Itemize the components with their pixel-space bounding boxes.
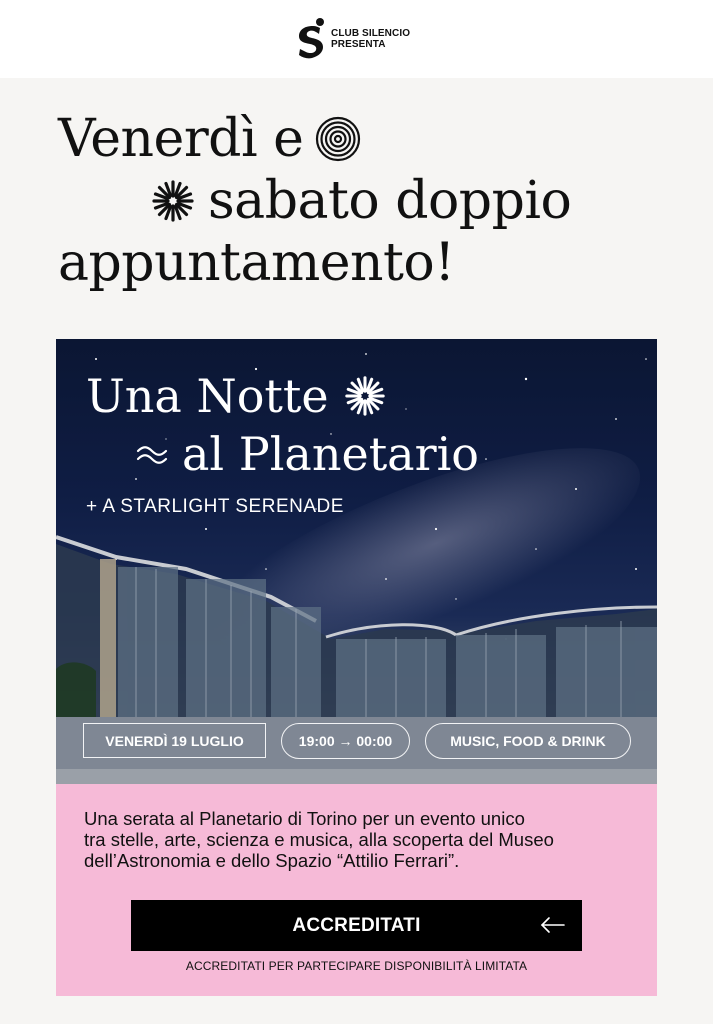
headline-text-3: appuntamento!	[58, 233, 455, 293]
hero-banner[interactable]	[56, 339, 657, 784]
event-tags-chip: MUSIC, FOOD & DRINK	[425, 723, 631, 759]
brand-presents: PRESENTA	[331, 39, 386, 50]
description-line-1: Una serata al Planetario di Torino per un evento unico	[84, 808, 525, 829]
accreditati-button-label: ACCREDITATI	[292, 914, 421, 936]
hero-title-text-2: al Planetario	[182, 427, 480, 481]
availability-note: ACCREDITATI PER PARTECIPARE DISPONIBILITÀ LIMITATA	[185, 959, 528, 973]
approx-wave-icon	[136, 442, 168, 466]
arrow-left-icon	[540, 915, 566, 935]
email-header	[0, 0, 713, 78]
hero-title-line-2	[86, 425, 479, 483]
hero-title-text-1: Una Notte	[86, 369, 329, 423]
concentric-rings-icon	[315, 116, 361, 162]
starburst-icon	[343, 374, 387, 418]
hero-title	[86, 367, 479, 483]
brand[interactable]	[297, 17, 410, 61]
hero-title-line-1	[86, 367, 479, 425]
accreditati-button[interactable]	[131, 900, 582, 951]
starburst-icon	[150, 178, 196, 224]
description-line-2: tra stelle, arte, scienza e musica, alla scoperta del Museo	[84, 829, 554, 850]
event-time-chip: 19:00 → 00:00	[281, 723, 410, 759]
headline-line-1	[58, 108, 571, 170]
headline-line-3	[58, 232, 571, 294]
info-panel	[56, 784, 657, 996]
headline	[58, 108, 571, 294]
club-silencio-logo-icon	[297, 17, 327, 61]
event-description	[84, 808, 644, 871]
description-line-3: dell’Astronomia e dello Spazio “Attilio Ferrari”.	[84, 850, 460, 871]
brand-text	[331, 28, 410, 50]
event-date-chip: VENERDÌ 19 LUGLIO	[83, 723, 266, 758]
headline-text-1: Venerdì e	[58, 109, 304, 169]
hero-subtitle: + A STARLIGHT SERENADE	[86, 496, 344, 517]
headline-line-2	[58, 170, 571, 232]
brand-name: CLUB SILENCIO	[331, 28, 411, 39]
headline-text-2: sabato doppio	[208, 171, 572, 231]
